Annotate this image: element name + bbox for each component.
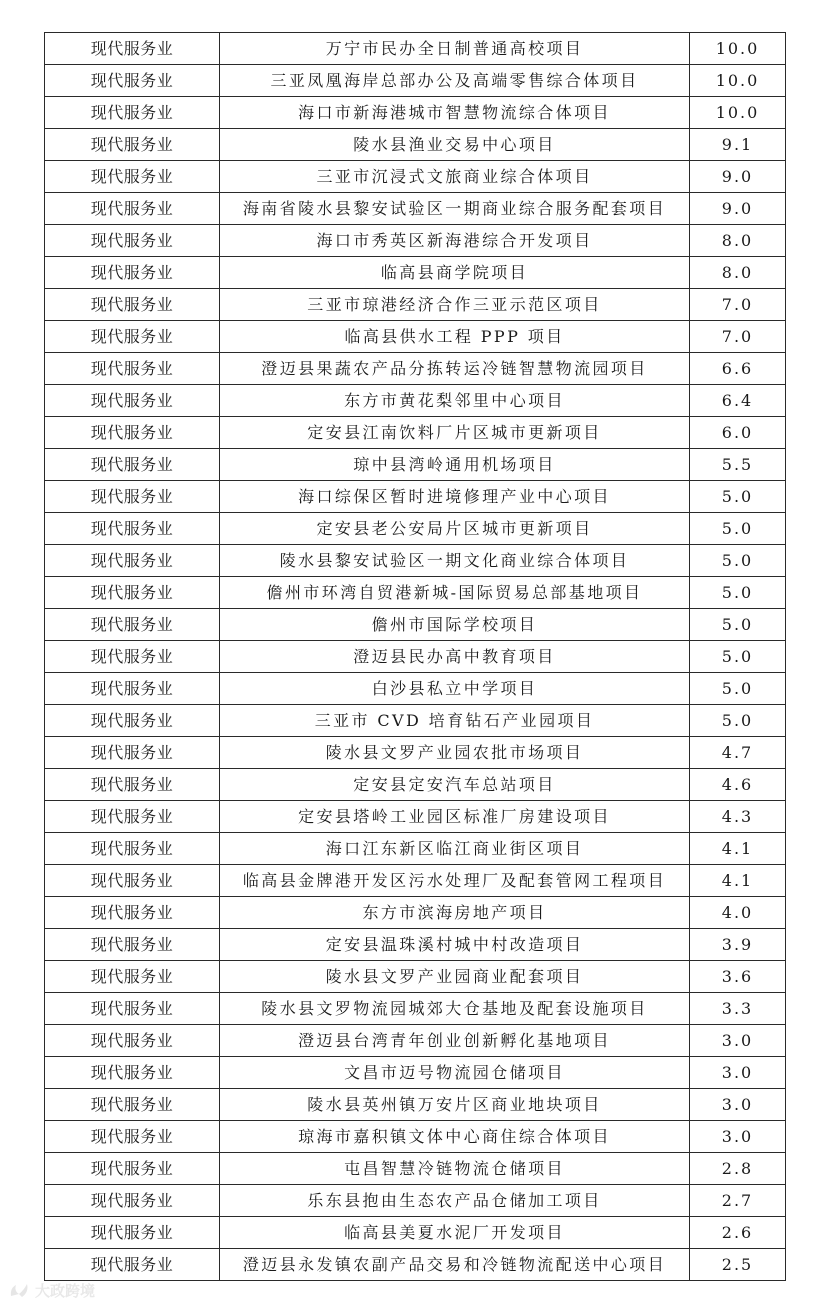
table-row (45, 545, 786, 577)
value-cell: 3.0 (690, 1089, 786, 1121)
industry-cell: 现代服务业 (45, 929, 220, 961)
industry-cell: 现代服务业 (45, 1217, 220, 1249)
project-name-cell: 海口江东新区临江商业街区项目 (220, 833, 690, 865)
table-row (45, 225, 786, 257)
project-name-cell: 海口市新海港城市智慧物流综合体项目 (220, 97, 690, 129)
value-cell: 5.0 (690, 641, 786, 673)
value-cell: 2.5 (690, 1249, 786, 1281)
table-row (45, 33, 786, 65)
project-name-cell: 海口综保区暂时进境修理产业中心项目 (220, 481, 690, 513)
value-cell: 5.0 (690, 545, 786, 577)
industry-cell: 现代服务业 (45, 1185, 220, 1217)
table-row (45, 993, 786, 1025)
project-name-cell: 定安县老公安局片区城市更新项目 (220, 513, 690, 545)
table-row (45, 257, 786, 289)
value-cell: 8.0 (690, 225, 786, 257)
table-row (45, 641, 786, 673)
industry-cell: 现代服务业 (45, 737, 220, 769)
project-name-cell: 白沙县私立中学项目 (220, 673, 690, 705)
industry-cell: 现代服务业 (45, 1153, 220, 1185)
industry-cell: 现代服务业 (45, 577, 220, 609)
table-row (45, 769, 786, 801)
industry-cell: 现代服务业 (45, 961, 220, 993)
value-cell: 5.0 (690, 481, 786, 513)
project-name-cell: 临高县供水工程 PPP 项目 (220, 321, 690, 353)
table-row (45, 193, 786, 225)
value-cell: 10.0 (690, 65, 786, 97)
value-cell: 3.0 (690, 1025, 786, 1057)
project-name-cell: 定安县定安汽车总站项目 (220, 769, 690, 801)
value-cell: 3.3 (690, 993, 786, 1025)
project-name-cell: 琼海市嘉积镇文体中心商住综合体项目 (220, 1121, 690, 1153)
industry-cell: 现代服务业 (45, 769, 220, 801)
value-cell: 7.0 (690, 289, 786, 321)
watermark-text: 大政跨境 (35, 1282, 96, 1300)
table-row (45, 1089, 786, 1121)
table-row (45, 673, 786, 705)
value-cell: 9.1 (690, 129, 786, 161)
table-row (45, 449, 786, 481)
table-row (45, 513, 786, 545)
project-name-cell: 三亚市琼港经济合作三亚示范区项目 (220, 289, 690, 321)
project-name-cell: 陵水县文罗产业园农批市场项目 (220, 737, 690, 769)
industry-cell: 现代服务业 (45, 993, 220, 1025)
project-name-cell: 琼中县湾岭通用机场项目 (220, 449, 690, 481)
table-row (45, 737, 786, 769)
value-cell: 2.8 (690, 1153, 786, 1185)
table-row (45, 161, 786, 193)
industry-cell: 现代服务业 (45, 65, 220, 97)
industry-cell: 现代服务业 (45, 1089, 220, 1121)
industry-cell: 现代服务业 (45, 257, 220, 289)
project-name-cell: 东方市黄花梨邻里中心项目 (220, 385, 690, 417)
project-name-cell: 乐东县抱由生态农产品仓储加工项目 (220, 1185, 690, 1217)
table-row (45, 417, 786, 449)
industry-cell: 现代服务业 (45, 33, 220, 65)
table-row (45, 1217, 786, 1249)
industry-cell: 现代服务业 (45, 801, 220, 833)
watermark-logo-icon (8, 1282, 30, 1300)
table-row (45, 929, 786, 961)
project-name-cell: 陵水县黎安试验区一期文化商业综合体项目 (220, 545, 690, 577)
project-name-cell: 三亚凤凰海岸总部办公及高端零售综合体项目 (220, 65, 690, 97)
table-row (45, 705, 786, 737)
value-cell: 5.0 (690, 609, 786, 641)
table-row (45, 129, 786, 161)
value-cell: 6.4 (690, 385, 786, 417)
table-row (45, 385, 786, 417)
table-row (45, 97, 786, 129)
value-cell: 10.0 (690, 33, 786, 65)
project-name-cell: 屯昌智慧冷链物流仓储项目 (220, 1153, 690, 1185)
project-name-cell: 海口市秀英区新海港综合开发项目 (220, 225, 690, 257)
project-name-cell: 儋州市国际学校项目 (220, 609, 690, 641)
project-name-cell: 东方市滨海房地产项目 (220, 897, 690, 929)
value-cell: 5.5 (690, 449, 786, 481)
table-row (45, 481, 786, 513)
industry-cell: 现代服务业 (45, 289, 220, 321)
value-cell: 7.0 (690, 321, 786, 353)
industry-cell: 现代服务业 (45, 385, 220, 417)
value-cell: 5.0 (690, 577, 786, 609)
table-row (45, 1153, 786, 1185)
industry-cell: 现代服务业 (45, 865, 220, 897)
table-row (45, 961, 786, 993)
table-row (45, 833, 786, 865)
table-row (45, 321, 786, 353)
value-cell: 5.0 (690, 513, 786, 545)
table-row (45, 865, 786, 897)
industry-cell: 现代服务业 (45, 97, 220, 129)
industry-cell: 现代服务业 (45, 897, 220, 929)
value-cell: 4.7 (690, 737, 786, 769)
industry-cell: 现代服务业 (45, 833, 220, 865)
industry-cell: 现代服务业 (45, 129, 220, 161)
project-name-cell: 定安县塔岭工业园区标准厂房建设项目 (220, 801, 690, 833)
table-row (45, 1025, 786, 1057)
table-body (45, 33, 786, 1281)
industry-cell: 现代服务业 (45, 545, 220, 577)
value-cell: 6.6 (690, 353, 786, 385)
project-name-cell: 陵水县渔业交易中心项目 (220, 129, 690, 161)
value-cell: 3.0 (690, 1121, 786, 1153)
industry-cell: 现代服务业 (45, 417, 220, 449)
value-cell: 4.1 (690, 833, 786, 865)
industry-cell: 现代服务业 (45, 353, 220, 385)
value-cell: 8.0 (690, 257, 786, 289)
project-table (44, 32, 786, 1281)
industry-cell: 现代服务业 (45, 513, 220, 545)
table-row (45, 1057, 786, 1089)
project-name-cell: 临高县商学院项目 (220, 257, 690, 289)
value-cell: 2.7 (690, 1185, 786, 1217)
table-row (45, 1249, 786, 1281)
value-cell: 9.0 (690, 161, 786, 193)
industry-cell: 现代服务业 (45, 705, 220, 737)
project-name-cell: 万宁市民办全日制普通高校项目 (220, 33, 690, 65)
value-cell: 6.0 (690, 417, 786, 449)
value-cell: 3.6 (690, 961, 786, 993)
table-row (45, 897, 786, 929)
industry-cell: 现代服务业 (45, 193, 220, 225)
industry-cell: 现代服务业 (45, 449, 220, 481)
industry-cell: 现代服务业 (45, 1057, 220, 1089)
table-row (45, 609, 786, 641)
project-name-cell: 儋州市环湾自贸港新城-国际贸易总部基地项目 (220, 577, 690, 609)
table-row (45, 65, 786, 97)
industry-cell: 现代服务业 (45, 1249, 220, 1281)
value-cell: 4.6 (690, 769, 786, 801)
project-name-cell: 临高县金牌港开发区污水处理厂及配套管网工程项目 (220, 865, 690, 897)
table-row (45, 353, 786, 385)
industry-cell: 现代服务业 (45, 1025, 220, 1057)
watermark (8, 1280, 95, 1301)
project-name-cell: 海南省陵水县黎安试验区一期商业综合服务配套项目 (220, 193, 690, 225)
value-cell: 3.0 (690, 1057, 786, 1089)
industry-cell: 现代服务业 (45, 641, 220, 673)
project-name-cell: 三亚市 CVD 培育钻石产业园项目 (220, 705, 690, 737)
value-cell: 5.0 (690, 705, 786, 737)
table-row (45, 1121, 786, 1153)
project-name-cell: 定安县温珠溪村城中村改造项目 (220, 929, 690, 961)
value-cell: 4.3 (690, 801, 786, 833)
industry-cell: 现代服务业 (45, 321, 220, 353)
project-name-cell: 澄迈县民办高中教育项目 (220, 641, 690, 673)
project-name-cell: 定安县江南饮料厂片区城市更新项目 (220, 417, 690, 449)
table-row (45, 289, 786, 321)
project-name-cell: 陵水县文罗产业园商业配套项目 (220, 961, 690, 993)
value-cell: 3.9 (690, 929, 786, 961)
value-cell: 10.0 (690, 97, 786, 129)
industry-cell: 现代服务业 (45, 673, 220, 705)
project-name-cell: 陵水县英州镇万安片区商业地块项目 (220, 1089, 690, 1121)
table-row (45, 1185, 786, 1217)
industry-cell: 现代服务业 (45, 225, 220, 257)
project-name-cell: 陵水县文罗物流园城郊大仓基地及配套设施项目 (220, 993, 690, 1025)
value-cell: 2.6 (690, 1217, 786, 1249)
project-name-cell: 澄迈县永发镇农副产品交易和冷链物流配送中心项目 (220, 1249, 690, 1281)
project-name-cell: 澄迈县果蔬农产品分拣转运冷链智慧物流园项目 (220, 353, 690, 385)
industry-cell: 现代服务业 (45, 1121, 220, 1153)
value-cell: 9.0 (690, 193, 786, 225)
industry-cell: 现代服务业 (45, 161, 220, 193)
table-row (45, 801, 786, 833)
value-cell: 4.1 (690, 865, 786, 897)
value-cell: 5.0 (690, 673, 786, 705)
industry-cell: 现代服务业 (45, 609, 220, 641)
project-name-cell: 临高县美夏水泥厂开发项目 (220, 1217, 690, 1249)
project-name-cell: 文昌市迈号物流园仓储项目 (220, 1057, 690, 1089)
project-name-cell: 澄迈县台湾青年创业创新孵化基地项目 (220, 1025, 690, 1057)
value-cell: 4.0 (690, 897, 786, 929)
project-name-cell: 三亚市沉浸式文旅商业综合体项目 (220, 161, 690, 193)
table-row (45, 577, 786, 609)
industry-cell: 现代服务业 (45, 481, 220, 513)
